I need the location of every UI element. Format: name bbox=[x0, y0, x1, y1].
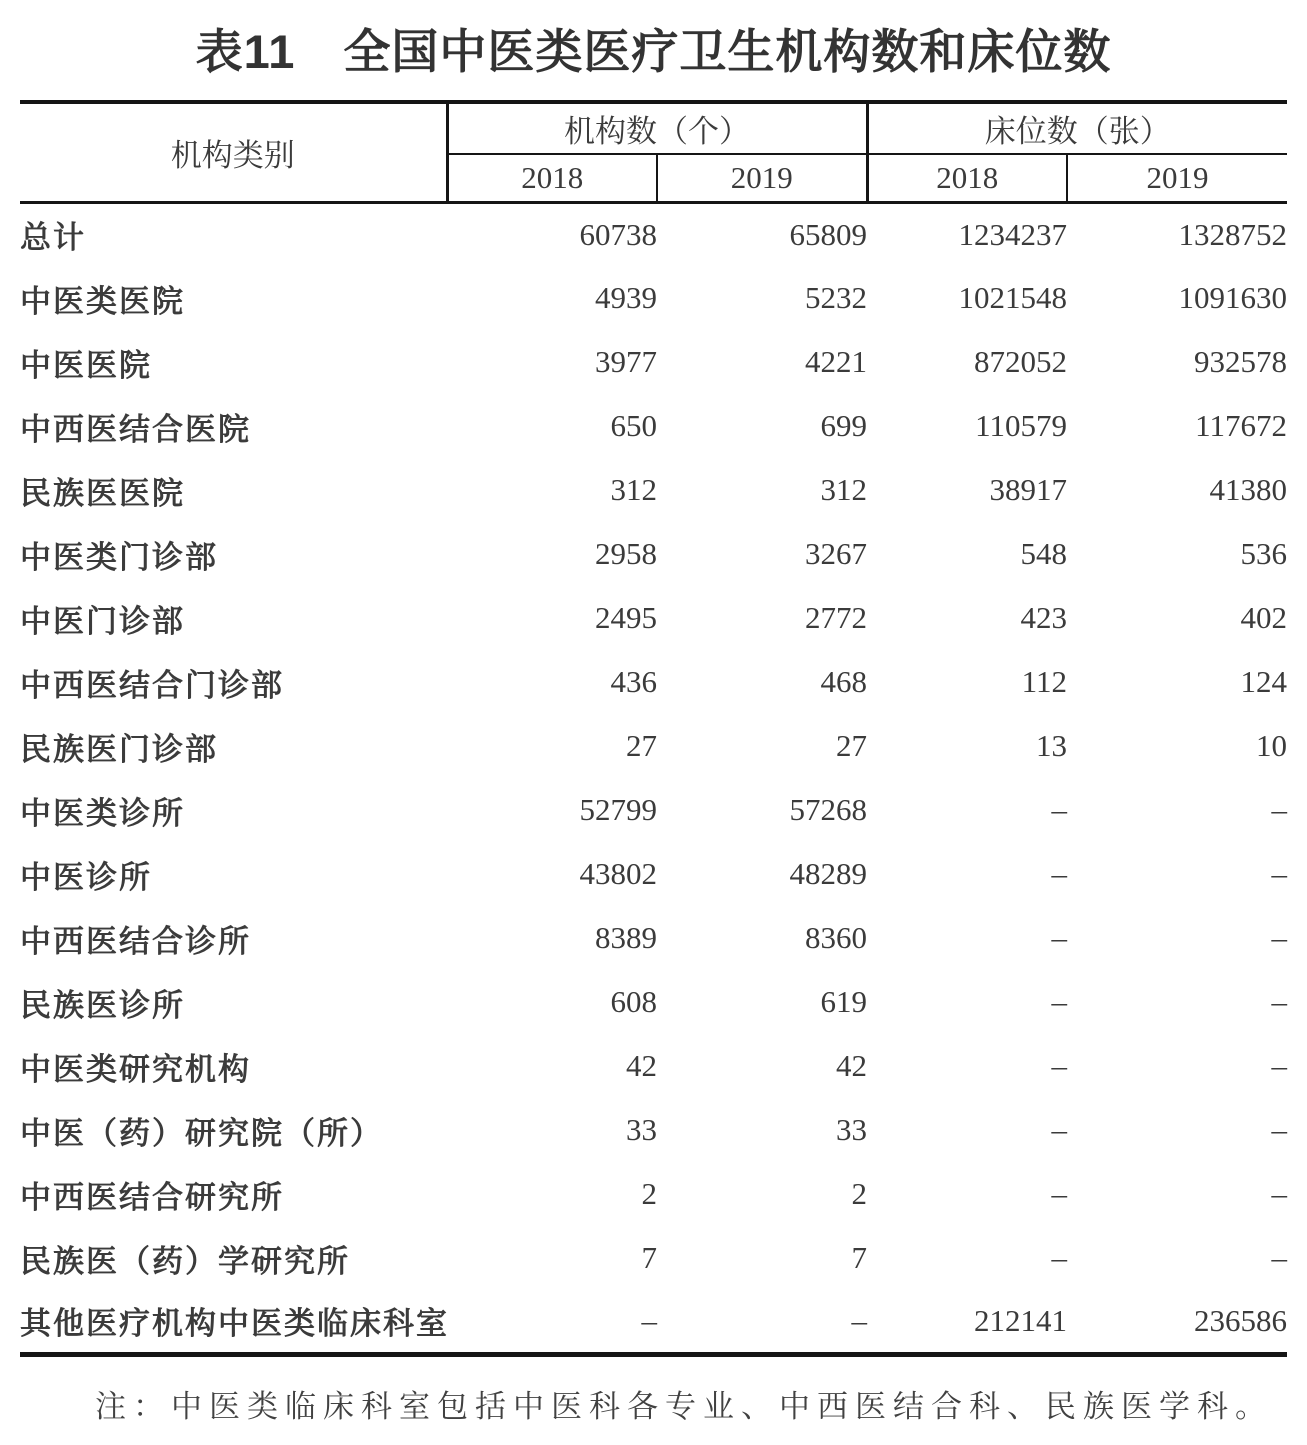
row-value-org2019: 7 bbox=[851, 1240, 867, 1275]
row-value-org2018: – bbox=[641, 1302, 657, 1338]
row-value-org2018: 2 bbox=[641, 1176, 657, 1211]
row-value-org2019: 48289 bbox=[789, 856, 867, 891]
table-row bbox=[20, 1290, 1287, 1354]
row-value-org2019: – bbox=[851, 1302, 867, 1338]
row-label: 中西医结合门诊部 bbox=[20, 667, 284, 703]
row-value-org2018: 8389 bbox=[595, 920, 657, 955]
table-header bbox=[20, 102, 1287, 202]
row-value-org2019: 3267 bbox=[805, 536, 867, 571]
row-value-org2019: 5232 bbox=[805, 280, 867, 315]
row-value-bed2019: – bbox=[1271, 1240, 1287, 1275]
row-value-bed2018: 1021548 bbox=[958, 280, 1067, 315]
header-year-institutions-2018: 2018 bbox=[447, 154, 657, 202]
row-value-org2018: 608 bbox=[610, 984, 657, 1019]
row-label: 民族医（药）学研究所 bbox=[20, 1243, 350, 1279]
table-row bbox=[20, 394, 1287, 458]
row-value-bed2019: 117672 bbox=[1195, 408, 1287, 443]
row-value-org2019: 4221 bbox=[805, 344, 867, 379]
row-value-org2019: 57268 bbox=[789, 792, 867, 827]
row-value-org2019: 65809 bbox=[789, 216, 867, 252]
row-value-bed2019: 1091630 bbox=[1178, 280, 1287, 315]
row-value-org2018: 312 bbox=[610, 472, 657, 507]
row-value-bed2019: 932578 bbox=[1194, 344, 1287, 379]
row-label: 其他医疗机构中医类临床科室 bbox=[20, 1306, 449, 1342]
row-value-org2019: 27 bbox=[836, 728, 867, 763]
header-group-beds: 床位数（张） bbox=[867, 102, 1287, 154]
row-value-bed2018: 38917 bbox=[989, 472, 1067, 507]
row-value-bed2018: 13 bbox=[1036, 728, 1067, 763]
row-value-org2018: 52799 bbox=[579, 792, 657, 827]
row-value-bed2018: 212141 bbox=[974, 1302, 1067, 1338]
row-value-bed2019: 10 bbox=[1256, 728, 1287, 763]
table-row bbox=[20, 1098, 1287, 1162]
row-value-org2019: 2 bbox=[851, 1176, 867, 1211]
row-value-bed2018: 112 bbox=[1021, 664, 1067, 699]
row-value-bed2018: – bbox=[1051, 1240, 1067, 1275]
row-value-bed2019: – bbox=[1271, 1112, 1287, 1147]
table-title: 表11 全国中医类医疗卫生机构数和床位数 bbox=[195, 25, 1112, 78]
row-value-bed2018: – bbox=[1051, 856, 1067, 891]
row-value-bed2018: – bbox=[1051, 1112, 1067, 1147]
row-label: 民族医诊所 bbox=[20, 987, 185, 1023]
row-label: 民族医医院 bbox=[20, 475, 185, 511]
row-value-bed2019: 236586 bbox=[1194, 1302, 1287, 1338]
row-value-bed2019: – bbox=[1271, 1176, 1287, 1211]
row-value-bed2019: – bbox=[1271, 792, 1287, 827]
row-value-bed2018: – bbox=[1051, 920, 1067, 955]
table-row bbox=[20, 458, 1287, 522]
table-body bbox=[20, 202, 1287, 1354]
header-group-row bbox=[20, 102, 1287, 154]
row-value-org2019: 33 bbox=[836, 1112, 867, 1147]
row-value-org2019: 42 bbox=[836, 1048, 867, 1083]
header-year-institutions-2019: 2019 bbox=[657, 154, 867, 202]
row-value-bed2018: 548 bbox=[1020, 536, 1067, 571]
header-year-beds-2019: 2019 bbox=[1067, 154, 1287, 202]
row-value-bed2019: 402 bbox=[1240, 600, 1287, 635]
table-row bbox=[20, 202, 1287, 266]
row-value-org2018: 7 bbox=[641, 1240, 657, 1275]
header-group-institutions: 机构数（个） bbox=[447, 102, 867, 154]
row-value-bed2018: 872052 bbox=[974, 344, 1067, 379]
row-label: 中医门诊部 bbox=[20, 603, 185, 639]
row-label: 中医类医院 bbox=[20, 283, 185, 319]
row-label: 中医医院 bbox=[20, 347, 152, 383]
row-value-org2018: 2495 bbox=[595, 600, 657, 635]
row-label: 中医类研究机构 bbox=[20, 1051, 251, 1087]
table-row bbox=[20, 842, 1287, 906]
row-label: 中医（药）研究院（所） bbox=[20, 1115, 383, 1151]
row-value-org2019: 619 bbox=[820, 984, 867, 1019]
row-value-bed2019: 536 bbox=[1240, 536, 1287, 571]
row-value-bed2018: – bbox=[1051, 1048, 1067, 1083]
row-value-org2018: 4939 bbox=[595, 280, 657, 315]
row-value-bed2018: 423 bbox=[1020, 600, 1067, 635]
header-year-beds-2018: 2018 bbox=[867, 154, 1067, 202]
row-value-org2019: 8360 bbox=[805, 920, 867, 955]
row-label: 中西医结合研究所 bbox=[20, 1179, 284, 1215]
row-value-bed2018: 110579 bbox=[975, 408, 1067, 443]
row-value-bed2019: 41380 bbox=[1209, 472, 1287, 507]
table-row bbox=[20, 650, 1287, 714]
row-value-org2018: 436 bbox=[610, 664, 657, 699]
row-value-org2018: 43802 bbox=[579, 856, 657, 891]
table-row bbox=[20, 1034, 1287, 1098]
row-value-org2018: 33 bbox=[626, 1112, 657, 1147]
row-value-org2018: 3977 bbox=[595, 344, 657, 379]
row-label: 民族医门诊部 bbox=[20, 731, 218, 767]
row-value-org2018: 650 bbox=[610, 408, 657, 443]
row-value-org2018: 2958 bbox=[595, 536, 657, 571]
statistics-table bbox=[20, 100, 1287, 1357]
table-row bbox=[20, 778, 1287, 842]
row-value-org2019: 312 bbox=[820, 472, 867, 507]
row-label: 中西医结合医院 bbox=[20, 411, 251, 447]
row-value-org2019: 2772 bbox=[805, 600, 867, 635]
table-row bbox=[20, 522, 1287, 586]
row-value-bed2018: 1234237 bbox=[958, 216, 1067, 252]
row-value-bed2018: – bbox=[1051, 792, 1067, 827]
row-value-org2018: 27 bbox=[626, 728, 657, 763]
header-category: 机构类别 bbox=[20, 102, 447, 202]
row-label: 中医诊所 bbox=[20, 859, 152, 895]
row-label: 中医类诊所 bbox=[20, 795, 185, 831]
row-value-bed2019: 1328752 bbox=[1178, 216, 1287, 252]
table-row bbox=[20, 266, 1287, 330]
row-value-org2018: 60738 bbox=[579, 216, 657, 252]
row-label: 总计 bbox=[20, 220, 86, 256]
table-row bbox=[20, 714, 1287, 778]
row-value-bed2019: – bbox=[1271, 1048, 1287, 1083]
row-value-org2019: 699 bbox=[820, 408, 867, 443]
row-value-bed2019: – bbox=[1271, 984, 1287, 1019]
row-value-bed2018: – bbox=[1051, 984, 1067, 1019]
row-value-bed2018: – bbox=[1051, 1176, 1067, 1211]
row-label: 中医类门诊部 bbox=[20, 539, 218, 575]
table-row bbox=[20, 586, 1287, 650]
table-row bbox=[20, 1226, 1287, 1290]
row-value-org2018: 42 bbox=[626, 1048, 657, 1083]
table-row bbox=[20, 970, 1287, 1034]
row-value-org2019: 468 bbox=[820, 664, 867, 699]
row-value-bed2019: – bbox=[1271, 920, 1287, 955]
row-value-bed2019: 124 bbox=[1240, 664, 1287, 699]
table-note: 注：中医类临床科室包括中医科各专业、中西医结合科、民族医学科。 bbox=[95, 1388, 1273, 1424]
row-value-bed2019: – bbox=[1271, 856, 1287, 891]
table-row bbox=[20, 1162, 1287, 1226]
row-label: 中西医结合诊所 bbox=[20, 923, 251, 959]
table-row bbox=[20, 330, 1287, 394]
table-row bbox=[20, 906, 1287, 970]
